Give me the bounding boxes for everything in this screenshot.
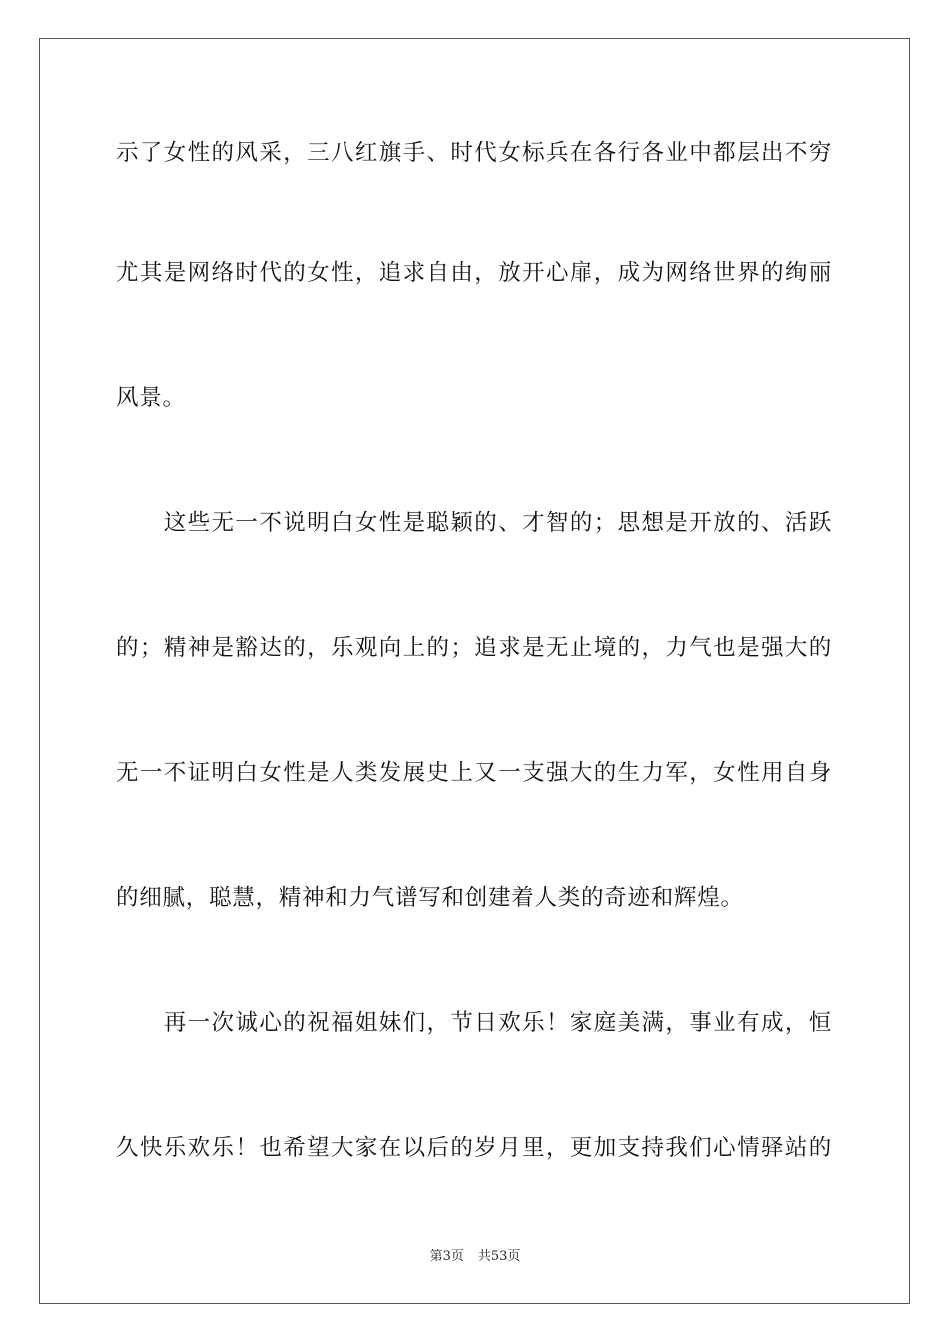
text-line-5: 的；精神是豁达的，乐观向上的；追求是无止境的，力气也是强大的 — [116, 635, 832, 661]
text-line-2: 尤其是网络时代的女性，追求自由，放开心扉，成为网络世界的绚丽 — [116, 260, 832, 286]
page-border — [39, 38, 910, 1304]
page-number: 第3页 — [429, 1249, 464, 1264]
text-line-9: 久快乐欢乐！也希望大家在以后的岁月里，更加支持我们心情驿站的 — [116, 1135, 832, 1161]
text-line-1: 示了女性的风采，三八红旗手、时代女标兵在各行各业中都层出不穷 — [116, 140, 832, 166]
text-line-8: 再一次诚心的祝福姐妹们，节日欢乐！家庭美满，事业有成，恒 — [116, 1010, 832, 1036]
text-line-4: 这些无一不说明白女性是聪颖的、才智的；思想是开放的、活跃 — [116, 510, 832, 536]
text-line-6: 无一不证明白女性是人类发展史上又一支强大的生力军，女性用自身 — [116, 760, 832, 786]
total-pages: 共53页 — [477, 1249, 521, 1264]
text-line-3: 风景。 — [116, 385, 186, 411]
text-line-7: 的细腻，聪慧，精神和力气谱写和创建着人类的奇迹和辉煌。 — [116, 885, 744, 911]
page-footer — [0, 1248, 950, 1266]
